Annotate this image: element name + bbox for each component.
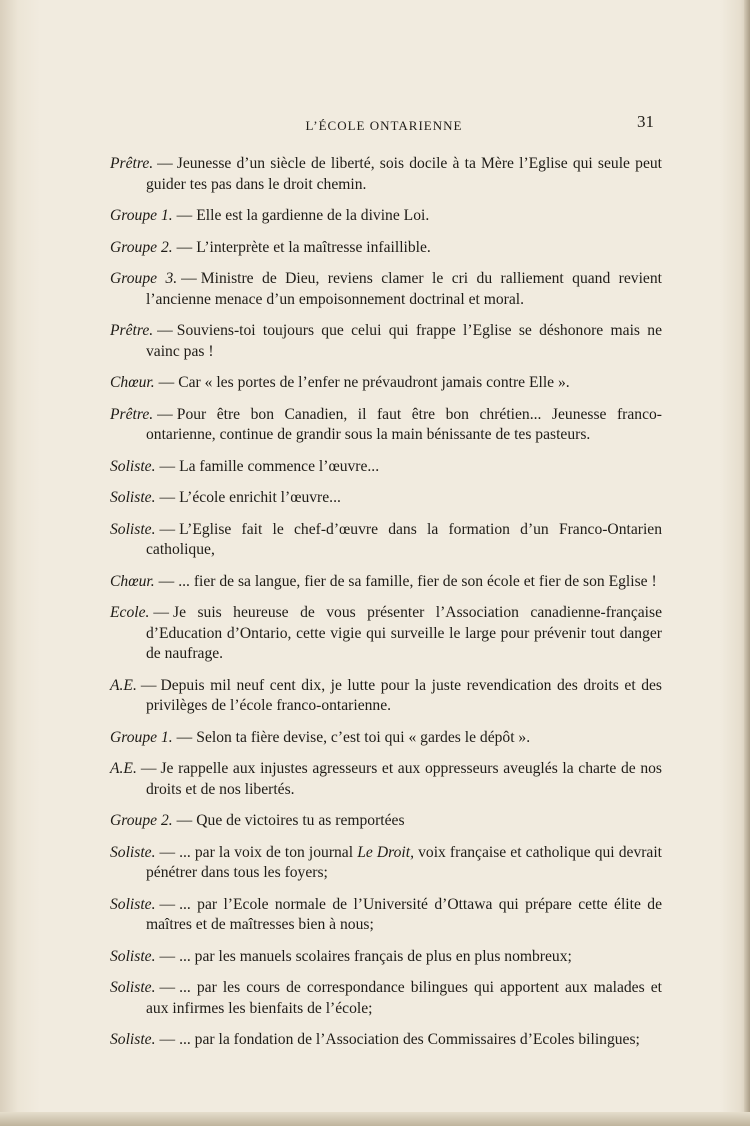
dialogue-line: Groupe 2. — Que de victoires tu as remportées [110, 812, 405, 829]
speaker-label: Soliste. [110, 457, 156, 475]
speaker-label: Groupe 1. [110, 207, 173, 224]
dialogue-line: Prêtre. — Pour être bon Canadien, il faut être bon chrétien... Jeunesse franco-ontarienne, continue de grandir sous la main bénissante de tes pasteurs. [110, 405, 662, 443]
line-text-continued: voix française et catholique qui devrait pénétrer dans tous les foyers; [146, 843, 663, 881]
speaker-label: Soliste. [110, 843, 156, 861]
line-text: Ministre de Dieu, reviens clamer le cri du ralliement quand revient l’ancienne menace d’un empoisonnement doctrinal et moral. [146, 270, 662, 308]
page-edge-bottom [0, 1112, 750, 1126]
dialogue-line: Prêtre. — Souviens-toi toujours que celui qui frappe l’Eglise se déshonore mais ne vainc pas ! [110, 322, 662, 360]
speaker-label: A.E. [110, 760, 137, 777]
speaker-label: Soliste. [110, 979, 156, 996]
dialogue-line: Soliste. — ... par l’Ecole normale de l’Université d’Ottawa qui prépare cette élite de maîtres et de maîtresses bien à nous; [110, 895, 662, 933]
newspaper-title: Le Droit, [357, 843, 414, 861]
line-text: ... fier de sa langue, fier de sa famille, fier de son école et fier de son Eglise ! [178, 572, 657, 590]
dialogue-line: A.E. — Je rappelle aux injustes agresseurs et aux oppresseurs aveuglés la charte de nos droits et de nos libertés. [110, 760, 662, 798]
speaker-label: Soliste. [110, 520, 156, 538]
speaker-label: Soliste. [110, 489, 156, 506]
speaker-label: Chœur. [110, 572, 155, 590]
line-text: ... par les manuels scolaires français de plus en plus nombreux; [179, 947, 572, 965]
dialogue-line: Soliste. — ... par la fondation de l’Association des Commissaires d’Ecoles bilingues; [110, 1031, 640, 1048]
speaker-label: Soliste. [110, 947, 156, 965]
speaker-label: Soliste. [110, 895, 156, 913]
speaker-label: Prêtre. [110, 405, 154, 423]
speaker-label: A.E. [110, 676, 137, 694]
speaker-label: Prêtre. [110, 322, 154, 339]
dialogue-line: Chœur. — ... fier de sa langue, fier de sa famille, fier de son école et fier de son Eglise ! [110, 572, 657, 590]
dialogue-line: Groupe 3. — Ministre de Dieu, reviens clamer le cri du ralliement quand revient l’ancienne menace d’un empoisonnement doctrinal et moral. [110, 270, 662, 308]
line-text: ... par la fondation de l’Association des Commissaires d’Ecoles bilingues; [179, 1031, 640, 1048]
line-text: Jeunesse d’un siècle de liberté, sois docile à ta Mère l’Eglise qui seule peut guider tes pas dans le droit chemin. [146, 155, 662, 193]
dialogue-text [110, 154, 662, 1062]
line-text: Souviens-toi toujours que celui qui frappe l’Eglise se déshonore mais ne vainc pas ! [146, 322, 662, 360]
speaker-label: Groupe 1. [110, 728, 173, 746]
line-text: ... par les cours de correspondance bilingues qui apportent aux malades et aux infirmes les bienfaits de l’école; [146, 979, 662, 1017]
line-text: Pour être bon Canadien, il faut être bon chrétien... Jeunesse franco-ontarienne, continue de grandir sous la main bénissante de tes pasteurs. [146, 405, 662, 443]
speaker-label: Soliste. [110, 1031, 156, 1048]
line-text: ... par l’Ecole normale de l’Université d’Ottawa qui prépare cette élite de maîtres et de maîtresses bien à nous; [146, 895, 662, 933]
page-number: 31 [637, 112, 654, 131]
line-text: L’interprète et la maîtresse infaillible. [196, 238, 431, 256]
line-text: Je suis heureuse de vous présenter l’Association canadienne-française d’Education d’Ontario, cette vigie qui surveille le large pour prévenir tout danger de naufrage. [146, 604, 662, 662]
line-text: La famille commence l’œuvre... [179, 457, 380, 475]
page-edge-right [744, 0, 750, 1126]
dialogue-line: Groupe 1. — Selon ta fière devise, c’est toi qui « gardes le dépôt ». [110, 728, 531, 746]
dialogue-line: A.E. — Depuis mil neuf cent dix, je lutte pour la juste revendication des droits et des privilèges de l’école franco-ontarienne. [110, 676, 662, 714]
line-text: Selon ta fière devise, c’est toi qui « gardes le dépôt ». [196, 728, 531, 746]
speaker-label: Ecole. [110, 604, 150, 621]
speaker-label: Prêtre. [110, 155, 154, 172]
speaker-label: Groupe 2. [110, 812, 173, 829]
dialogue-line: Soliste. — ... par les cours de correspondance bilingues qui apportent aux malades et aux infirmes les bienfaits de l’école; [110, 979, 662, 1017]
dialogue-line: Soliste. — L’Eglise fait le chef-d’œuvre dans la formation d’un Franco-Ontarien catholique, [110, 520, 662, 558]
line-text: Elle est la gardienne de la divine Loi. [196, 207, 430, 224]
line-text: ... par la voix de ton journal [179, 843, 354, 861]
speaker-label: Chœur. [110, 374, 155, 391]
line-text: Car « les portes de l’enfer ne prévaudront jamais contre Elle ». [178, 374, 570, 391]
dialogue-line: Soliste. — L’école enrichit l’œuvre... [110, 489, 341, 506]
dialogue-line: Groupe 2. — L’interprète et la maîtresse infaillible. [110, 238, 431, 256]
dialogue-line: Prêtre. — Jeunesse d’un siècle de liberté, sois docile à ta Mère l’Eglise qui seule peut guider tes pas dans le droit chemin. [110, 155, 662, 193]
speaker-label: Groupe 3. [110, 270, 178, 287]
line-text: Que de victoires tu as remportées [196, 812, 405, 829]
dialogue-line: Ecole. — Je suis heureuse de vous présenter l’Association canadienne-française d’Education d’Ontario, cette vigie qui surveille le large pour prévenir tout danger de naufrage. [110, 604, 662, 662]
dialogue-line: Groupe 1. — Elle est la gardienne de la divine Loi. [110, 207, 430, 224]
dialogue-line: Soliste. — ... par la voix de ton journal Le Droit, voix française et catholique qui devrait pénétrer dans tous les foyers; [110, 843, 663, 881]
line-text: Depuis mil neuf cent dix, je lutte pour la juste revendication des droits et des privilèges de l’école franco-ontarienne. [146, 676, 662, 714]
running-title: L’ÉCOLE ONTARIENNE [305, 118, 463, 133]
speaker-label: Groupe 2. [110, 238, 173, 256]
line-text: Je rappelle aux injustes agresseurs et aux oppresseurs aveuglés la charte de nos droits et de nos libertés. [146, 760, 662, 798]
line-text: L’Eglise fait le chef-d’œuvre dans la formation d’un Franco-Ontarien catholique, [146, 520, 662, 558]
dialogue-line: Soliste. — ... par les manuels scolaires français de plus en plus nombreux; [110, 947, 572, 965]
line-text: L’école enrichit l’œuvre... [179, 489, 341, 506]
page-header [110, 112, 658, 138]
dialogue-line: Chœur. — Car « les portes de l’enfer ne prévaudront jamais contre Elle ». [110, 374, 570, 391]
dialogue-line: Soliste. — La famille commence l’œuvre... [110, 457, 380, 475]
